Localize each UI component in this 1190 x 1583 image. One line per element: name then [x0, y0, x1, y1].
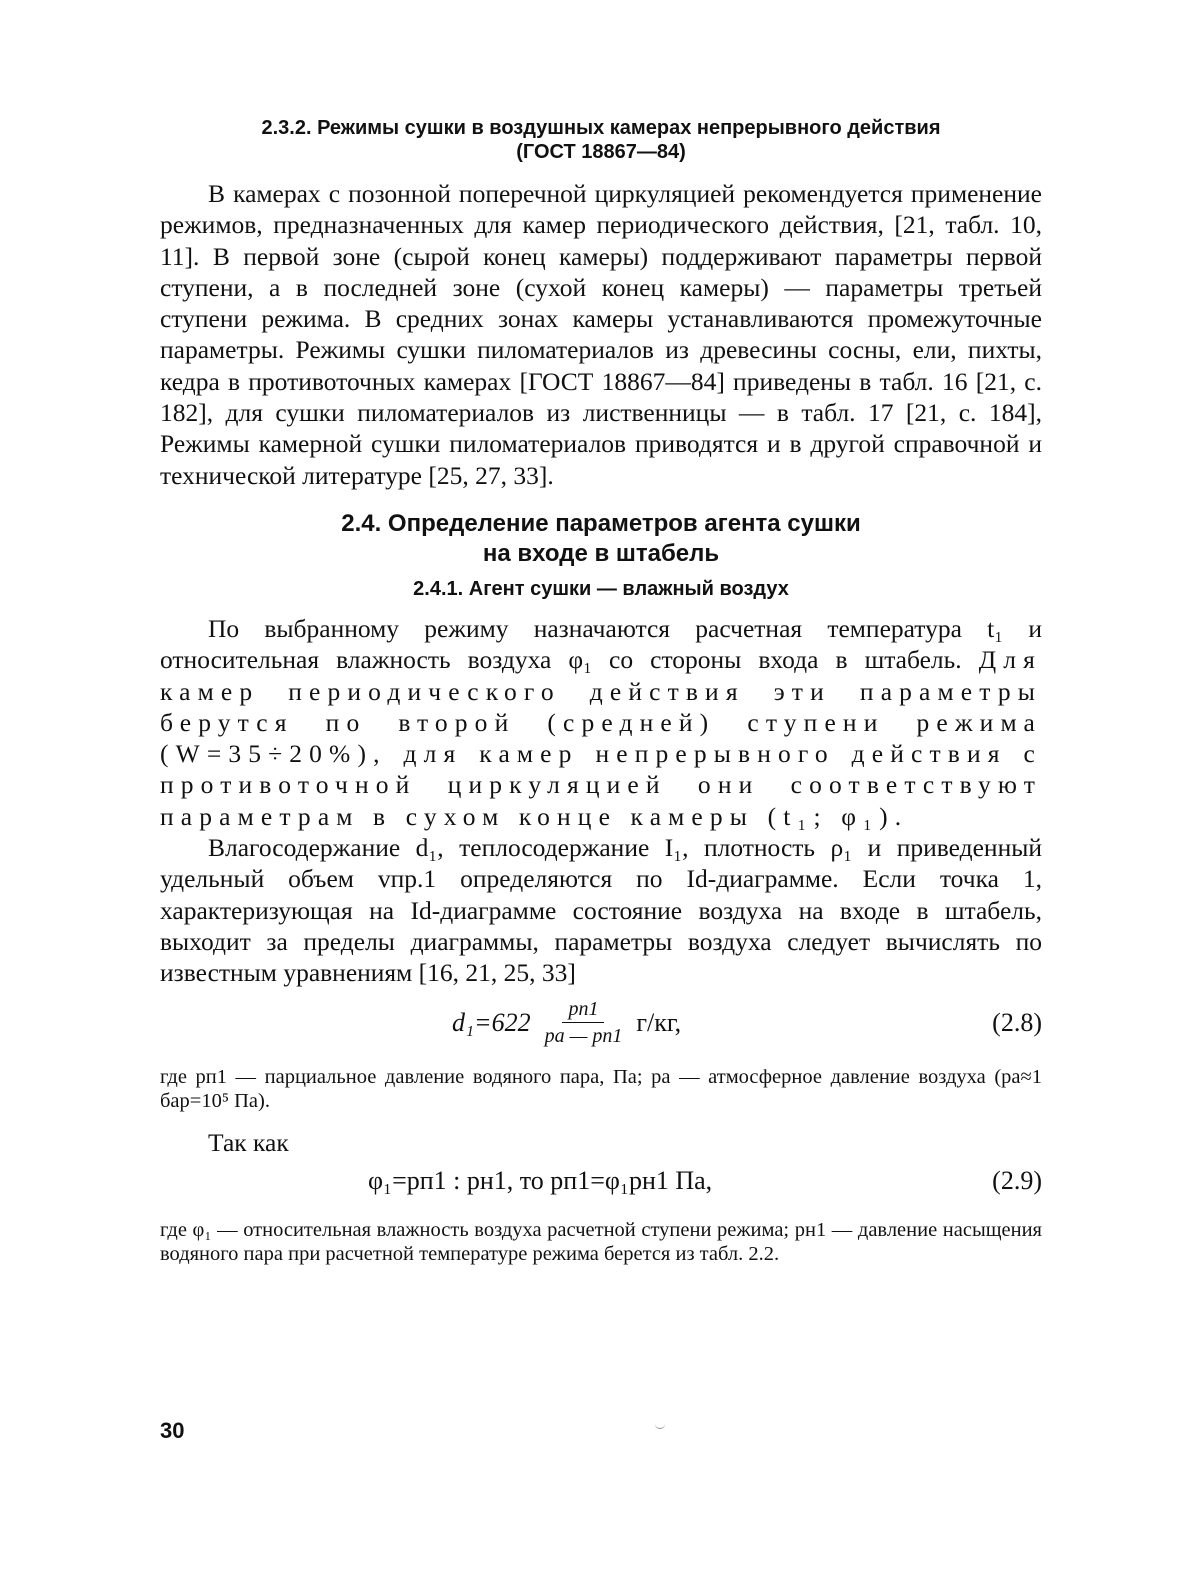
equation-2-8	[160, 995, 1042, 1051]
paragraph-4: Так как	[208, 1127, 289, 1157]
equation-2-8-number: (2.8)	[992, 1007, 1042, 1037]
heading-2-4-line2: на входе в штабель	[482, 539, 720, 567]
equation-2-9-text: φ₁=pп1 : pн1, то pп1=φ₁pн1 Па,	[368, 1165, 713, 1195]
heading-2-4-line1: 2.4. Определение параметров агента сушки	[341, 509, 861, 537]
equation-2-9	[160, 1158, 1042, 1204]
note-2: где φ₁ — относительная влажность воздуха расчетной ступени режима; pн1 — давление насыщения водяного пара при расчетной температуре режима берется из табл. 2.2.	[160, 1218, 1042, 1265]
equation-2-8-numerator: pп1	[562, 998, 604, 1023]
heading-2-3-2-line1: 2.3.2. Режимы сушки в воздушных камерах непрерывного действия	[261, 117, 941, 139]
paragraph-2-lead: По выбранному режиму назначаются расчетная температура t₁ и относительная влажность воздуха φ₁ со стороны входа в штабель.	[160, 613, 1042, 675]
equation-2-8-unit: г/кг,	[636, 1007, 682, 1037]
equation-2-8-fraction	[539, 998, 629, 1047]
print-mark	[655, 1424, 665, 1429]
heading-2-3-2	[160, 116, 1042, 164]
equation-2-9-formula	[368, 1158, 712, 1204]
note-1: где pп1 — парциальное давление водяного пара, Па; pа — атмосферное давление воздуха (pа≈1 бар=10⁵ Па).	[160, 1065, 1042, 1112]
paragraph-1: В камерах с позонной поперечной циркуляцией рекомендуется применение режимов, предназначенных для камер периодического действия, [21, табл. 10, 11]. В первой зоне (сырой конец камеры) поддерживают параметры первой ступени, а в последней зоне (сухой конец камеры) — параметры третьей ступени режима. В средних зонах камеры устанавливаются промежуточные параметры. Режимы сушки пиломатериалов из древесины сосны, ели, пихты, кедра в противоточных камерах [ГОСТ 18867—84] приведены в табл. 16 [21, с. 182], для сушки пиломатериалов из лиственницы — в табл. 17 [21, с. 184], Режимы камерной сушки пиломатериалов приводятся и в другой справочной и технической литературе [25, 27, 33].	[160, 179, 1042, 490]
equation-2-8-formula	[452, 995, 681, 1051]
paragraph-2	[160, 613, 1042, 832]
equation-2-8-denominator: pа — pп1	[544, 1025, 623, 1048]
heading-2-3-2-line2: (ГОСТ 18867—84)	[516, 141, 686, 163]
page-number: 30	[160, 1418, 185, 1443]
equation-2-9-number: (2.9)	[992, 1165, 1042, 1195]
page-content	[160, 112, 1042, 1266]
paragraph-3: Влагосодержание d₁, теплосодержание I₁, плотность ρ₁ и приведенный удельный объем vпр.1 определяются по Id-диаграмме. Если точка 1, характеризующая на Id-диаграмме состояние воздуха на входе в штабель, выходит за пределы диаграммы, параметры воздуха следует вычислять по известным уравнениям [16, 21, 25, 33]	[160, 833, 1042, 988]
equation-2-8-lhs: d₁=622	[452, 1007, 531, 1037]
heading-2-4	[160, 509, 1042, 569]
paragraph-2-spaced: Для камер периодического действия эти параметры берутся по второй (средней) ступени режима (W=35÷20%), для камер непрерывного действия с противоточной циркуляцией они соответствуют параметрам в сухом конце камеры (t₁; φ₁).	[160, 645, 1042, 831]
heading-2-4-1: 2.4.1. Агент сушки — влажный воздух	[413, 577, 789, 600]
